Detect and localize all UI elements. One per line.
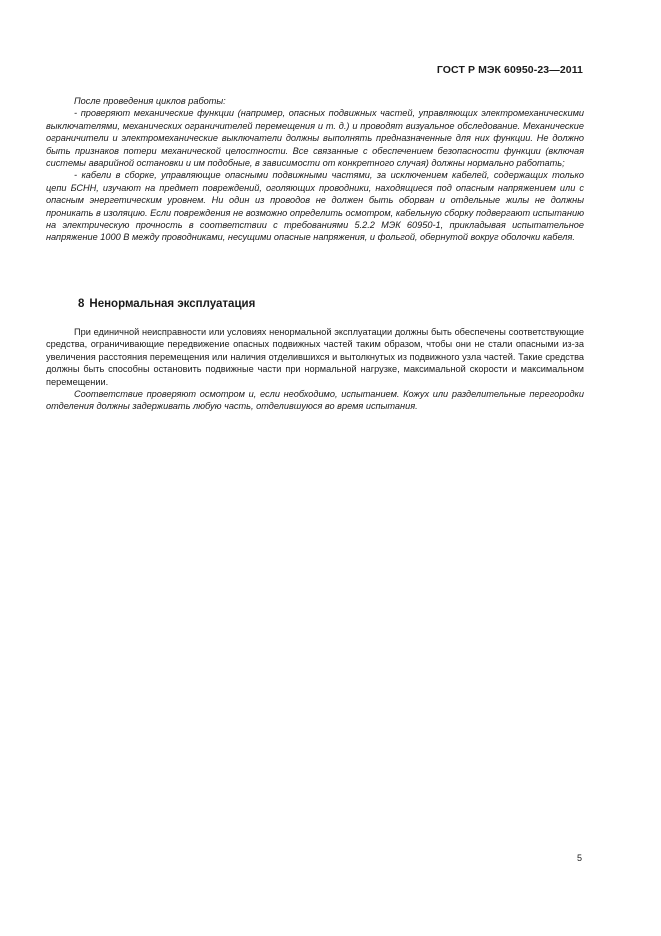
- section-number: 8: [78, 298, 85, 310]
- paragraph: Соответствие проверяют осмотром и, если необходимо, испытанием. Кожух или разделительные перегородки отделения должны задерживать любую часть, отделившуюся во время испытания.: [46, 389, 584, 412]
- page-number: 5: [576, 853, 582, 863]
- paragraph: - кабели в сборке, управляющие опасными подвижными частями, за исключением кабелей, содержащих только цепи БСНН, изучают на предмет повреждений, оголяющих проводники, находящиеся под опасным напряжением или с опасным энергетическим уровнем. Ни один из проводов не должен быть оборван и отдельные жилы не должны проникать в изоляцию. Если повреждения не возможно определить осмотром, кабельную сборку подвергают испытанию на электрическую прочность в соответствии с требованиями 5.2.2 МЭК 60950-1, прикладывая испытательное напряжение 1000 В между проводниками, несущими опасные напряжения, и фольгой, обернутой вокруг оболочки кабеля.: [46, 170, 584, 243]
- document-header: ГОСТ Р МЭК 60950-23—2011: [436, 64, 583, 76]
- paragraph: - проверяют механические функции (например, опасных подвижных частей, управляющих электромеханическими выключателями, механических ограничителей перемещения и т. д.) и проводят визуальное обследование. Механические ограничители и электромеханические выключатели должны выполнять предназначенные для них функции. Не должно быть признаков потери механической целостности. Все связанные с обеспечением безопасности функции (включая системы аварийной остановки и им подобные, в зависимости от конкретного случая) должны нормально работать;: [46, 108, 584, 169]
- test-procedure-text: [46, 95, 584, 244]
- section-body: [46, 326, 584, 413]
- section-title: Ненормальная эксплуатация: [89, 298, 256, 310]
- paragraph: После проведения циклов работы:: [74, 96, 226, 106]
- paragraph: При единичной неисправности или условиях ненормальной эксплуатации должны быть обеспечены соответствующие средства, ограничивающие передвижение опасных подвижных частей таким образом, чтобы они не стали опасными из-за увеличения расстояния перемещения или наличия отделившихся и вытолкнутых из подвижного узла частей. Такие средства должны быть способны остановить подвижные части при нормальной нагрузке, максимальной скорости и максимальном перемещении.: [46, 327, 584, 387]
- section-heading: [78, 298, 255, 310]
